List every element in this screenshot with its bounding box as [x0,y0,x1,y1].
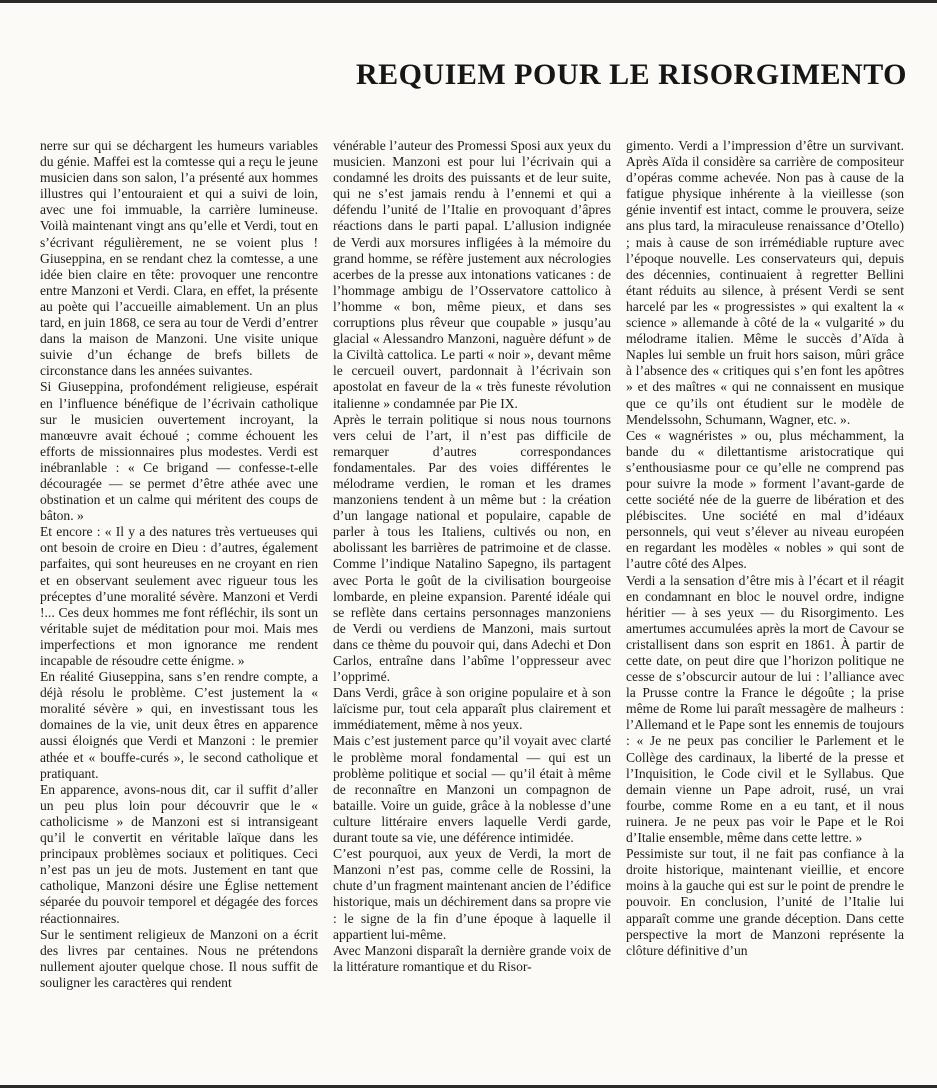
paragraph: C’est pourquoi, aux yeux de Verdi, la mort de Manzoni n’est pas, comme celle de Rossini, la chute d’un fragment maintenant ancien de l’édifice historique, mais un déchirement dans sa propre vie : le signe de la fin d’une époque à laquelle il appartient lui-même. [333,846,611,942]
paragraph: En apparence, avons-nous dit, car il suffit d’aller un peu plus loin pour découvrir que le « catholicisme » de Manzoni est si intransigeant qu’il le convertit en véritable laïque dans les principaux problèmes sociaux et politiques. Ceci n’est pas un jeu de mots. Justement en tant que catholique, Manzoni désire une Église nettement séparée du pouvoir temporel et dégagée des forces réactionnaires. [40,781,318,926]
paragraph: Si Giuseppina, profondément religieuse, espérait en l’influence bénéfique de l’écrivain catholique sur le musicien ouvertement incroyant, la manœuvre avait échoué ; comme échouent les efforts de missionnaires plus modestes. Verdi est inébranlable : « Ce brigand — confesse-t-elle découragée — se permet d’être athée avec une obstination et un calme qui méritent des coups de bâton. » [40,379,318,524]
page-title: REQUIEM POUR LE RISORGIMENTO [355,58,907,92]
paragraph: Mais c’est justement parce qu’il voyait avec clarté le problème moral fondamental — qui est un problème politique et social — qu’il était à même de reconnaître en Manzoni un compagnon de bataille. Voire un guide, grâce à la noblesse d’une culture littéraire envers laquelle Verdi garde, durant toute sa vie, une déférence intimidée. [333,733,611,846]
paragraph: Ces « wagnéristes » ou, plus méchamment, la bande du « dilettantisme aristocratique qui s’enthousiasme pour ce qu’elle ne comprend pas pour suivre la mode » forment l’avant-garde de cette société née de la guerre de libération et des plébiscites. Une société en mal d’idéaux personnels, qui veut s’élever au niveau européen en regardant les modèles « nobles » qui sont de l’autre côté des Alpes. [626,427,904,572]
paragraph: Verdi a la sensation d’être mis à l’écart et il réagit en condamnant en bloc le nouvel ordre, indigne héritier — à ses yeux — du Risorgimento. Les amertumes accumulées après la mort de Cavour se cristallisent dans son esprit en 1861. À partir de cette date, on peut dire que l’horizon politique ne cesse de s’obscurcir autour de lui : l’alliance avec la Prusse contre la France le dégoûte ; la prise même de Rome lui paraît messagère de malheurs : l’Allemand et le Pape sont les ennemis de toujours : « Je ne peux pas concilier le Parlement et le Collège des cardinaux, la liberté de la presse et l’Inquisition, le Code civil et le Syllabus. Que demain vienne un Pape adroit, rusé, un vrai fourbe, comme Rome en a eu tant, et il nous ruinera. Je ne peux pas voir le Pape et le Roi d’Italie ensemble, même dans cette lettre. » [626,572,904,846]
text-column-3 [626,138,904,959]
paragraph: nerre sur qui se déchargent les humeurs variables du génie. Maffei est la comtesse qui a reçu le jeune musicien dans son salon, l’a présenté aux hommes illustres qui l’entouraient et qui a suivi de loin, avec une foi immuable, la carrière lumineuse. Voilà maintenant vingt ans qu’elle et Verdi, tout en s’écrivant régulièrement, ne se voient plus ! Giuseppina, en se rendant chez la comtesse, a une idée bien claire en tête: provoquer une rencontre entre Manzoni et Verdi. Clara, en effet, la présente au poète qui l’accueille aimablement. Un an plus tard, en juin 1868, ce sera au tour de Verdi d’entrer dans la maison de Manzoni. Une visite unique suivie d’un échange de brefs billets de circonstance dans les années suivantes. [40,138,318,379]
paragraph: Pessimiste sur tout, il ne fait pas confiance à la droite historique, maintenant vieillie, et encore moins à la gauche qui est sur le point de prendre le pouvoir. En conclusion, l’unité de l’Italie lui apparaît comme une grande déception. Dans cette perspective la mort de Manzoni représente la clôture définitive d’un [626,846,904,958]
paragraph: gimento. Verdi a l’impression d’être un survivant. Après Aïda il considère sa carrière de compositeur d’opéras comme achevée. Non pas à cause de la fatigue physique inhérente à la vieillesse (son génie inventif est intact, comme le prouvera, seize ans plus tard, la miraculeuse renaissance d’Otello) ; mais à cause de son irrémédiable rupture avec l’époque nouvelle. Les conservateurs qui, depuis des décennies, continuaient à regretter Bellini étant réduits au silence, à présent Verdi se sent harcelé par les « progressistes » qui exaltent la « science » allemande à côté de la « vulgarité » du mélodrame italien. Même le succès d’Aïda à Naples lui semble un fruit hors saison, mûri grâce à l’absence des « critiques qui s’en font les apôtres » et des maîtres « qui ne connaissent en musique que ce qu’ils ont étudient sur le modèle de Mendelssohn, Schumann, Wagner, etc. ». [626,138,904,427]
paragraph: Avec Manzoni disparaît la dernière grande voix de la littérature romantique et du Risor- [333,942,611,974]
text-column-2 [333,138,611,975]
paragraph: Et encore : « Il y a des natures très vertueuses qui ont besoin de croire en Dieu : d’autres, également parfaites, qui sont heureuses en ne croyant en rien et en observant seulement avec rigueur tous les préceptes d’une moralité sévère. Manzoni et Verdi !... Ces deux hommes me font réfléchir, ils sont un véritable sujet de méditation pour moi. Mais mes imperfections et mon ignorance me rendent incapable de résoudre cette énigme. » [40,524,318,668]
top-rule [0,0,937,3]
text-column-1 [40,138,318,991]
paragraph: Après le terrain politique si nous nous tournons vers celui de l’art, il n’est pas difficile de remarquer d’autres correspondances fondamentales. Par des voies différentes le mélodrame verdien, le roman et les drames manzoniens tendent à un même but : la création d’un langage national et populaire, capable de parler à tous les Italiens, cultivés ou non, en abolissant les barrières de patrimoine et de classe. Comme l’indique Natalino Sapegno, ils partagent avec Porta le goût de la civilisation bourgeoise lombarde, en pleine expansion. Parenté idéale qui se reflète dans certains personnages manzoniens de Verdi ou verdiens de Manzoni, mais surtout dans ce thème du pouvoir qui, dans Adechi et Don Carlos, entraîne dans l’abîme l’oppresseur avec l’opprimé. [333,411,611,685]
paragraph: vénérable l’auteur des Promessi Sposi aux yeux du musicien. Manzoni est pour lui l’écrivain qui a condamné les droits des puissants et de leur suite, qui ne s’est jamais rendu à l’ennemi et qui a défendu l’unité de l’Italie en provoquant d’âpres réactions dans le parti papal. L’allusion indignée de Verdi aux morsures infligées à la mémoire du grand homme, se réfère justement aux nécrologies acerbes de la presse aux intonations vaticanes : de l’hommage ambigu de l’Osservatore cattolico à l’homme « bon, même pieux, et dans ses corruptions plus rêveur que coupable » jusqu’au glacial « Alessandro Manzoni, naguère défunt » de la Civiltà cattolica. Le parti « noir », devant même le cercueil ouvert, pardonnait à l’écrivain son apostolat en faveur de la « très funeste révolution italienne » condamnée par Pie IX. [333,138,611,411]
paragraph: Dans Verdi, grâce à son origine populaire et à son laïcisme pur, tout cela apparaît plus clairement et immédiatement, même à nos yeux. [333,685,611,733]
paragraph: Sur le sentiment religieux de Manzoni on a écrit des livres par centaines. Nous ne prétendons nullement ajouter quelque chose. Il nous suffit de souligner les caractères qui rendent [40,926,318,990]
paragraph: En réalité Giuseppina, sans s’en rendre compte, a déjà résolu le problème. C’est justement la « moralité sévère » qui, en investissant tous les domaines de la vie, unit deux êtres en apparence aussi éloignés que Verdi et Manzoni : le premier athée et « bouffe-curés », le second catholique et pratiquant. [40,669,318,781]
